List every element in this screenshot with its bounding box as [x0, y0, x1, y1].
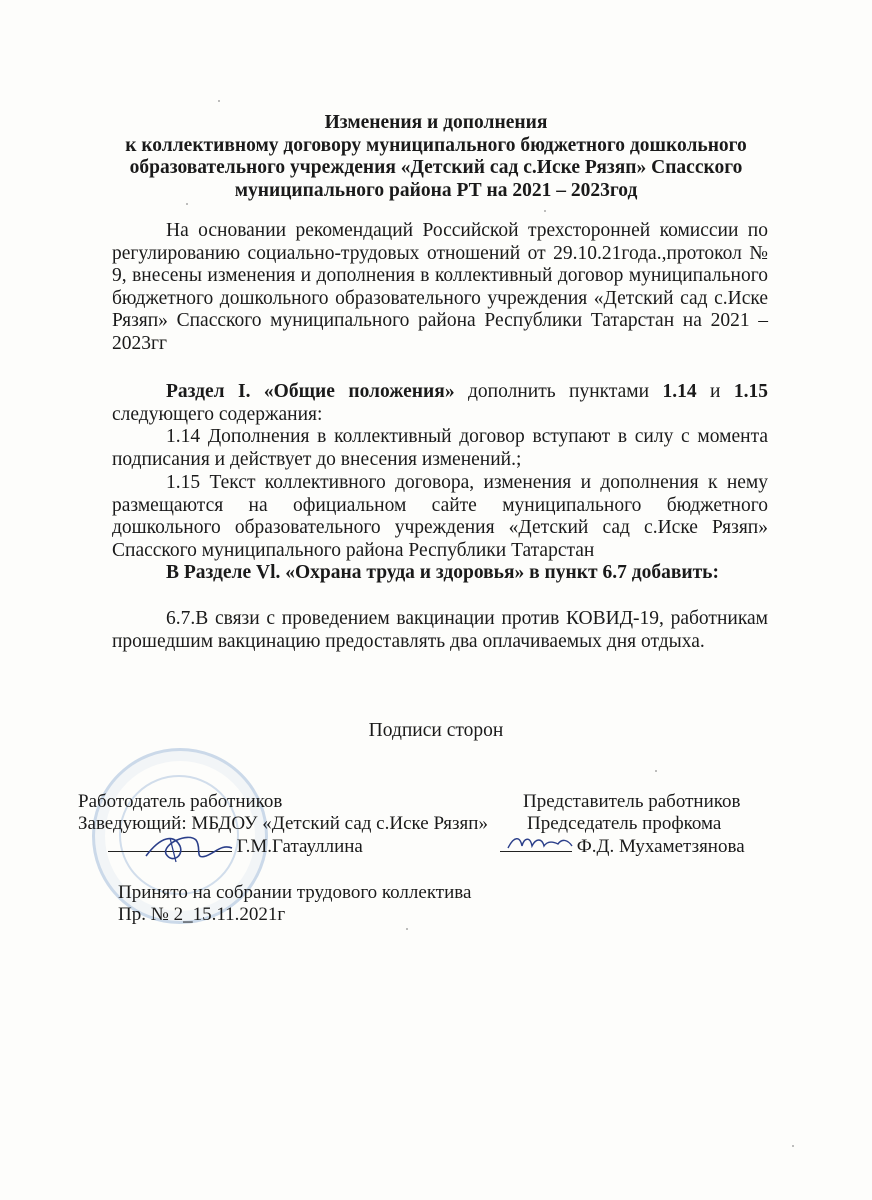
rep-name: Ф.Д. Мухаметзянова — [576, 836, 745, 857]
title-line-2: к коллективному договору муниципального бюджетного дошкольного — [125, 134, 747, 156]
section-1-and: и — [696, 381, 734, 402]
adoption-line-1: Принято на собрании трудового коллектива — [118, 882, 472, 903]
scan-speck — [406, 928, 408, 930]
title-line-4: муниципального района РТ на 2021 – 2023год — [234, 179, 638, 201]
section-6-heading: В Разделе Vl. «Охрана труда и здоровья» в пункт 6.7 добавить: — [166, 562, 719, 583]
title-line-1: Изменения и дополнения — [324, 112, 548, 133]
employer-signature — [136, 826, 246, 868]
scan-speck — [655, 770, 657, 772]
rep-signature — [504, 828, 576, 858]
scan-speck — [186, 203, 188, 205]
section-1-title: Раздел I. «Общие положения» — [166, 381, 455, 402]
signatures-heading: Подписи сторон — [368, 720, 504, 741]
rep-line-1: Представитель работников — [523, 791, 741, 812]
employer-name: Г.М.Гатауллина — [236, 836, 363, 857]
item-1-14: 1.14 Дополнения в коллективный договор вступают в силу с момента подписания и действует до внесения изменений.; — [112, 426, 768, 470]
section-1-point-1: 1.14 — [662, 381, 697, 402]
section-1-heading — [112, 381, 768, 426]
employer-line-2: Заведующий: МБДОУ «Детский сад с.Иске Рязяп» — [78, 813, 488, 834]
scan-speck — [218, 100, 220, 102]
scan-speck — [544, 210, 546, 212]
scan-speck — [792, 1145, 794, 1147]
section-1-middle: дополнить пунктами — [454, 381, 663, 402]
intro-paragraph: На основании рекомендаций Российской трехсторонней комиссии по регулированию социально-трудовых отношений от 29.10.21года.,протокол № 9, внесены изменения и дополнения в коллективный договор муниципального бюджетного дошкольного образовательного учреждения «Детский сад с.Иске Рязяп» Спасского муниципального района Республики Татарстан на 2021 – 2023гг — [112, 220, 768, 354]
item-1-15: 1.15 Текст коллективного договора, изменения и дополнения к нему размещаются на официальном сайте муниципального бюджетного дошкольного образовательного учреждения «Детский сад с.Иске Рязяп» Спасского муниципального района Республики Татарстан — [112, 472, 768, 561]
section-1-suffix: следующего содержания: — [112, 403, 323, 425]
title-line-3: образовательного учреждения «Детский сад с.Иске Рязяп» Спасского — [129, 157, 743, 178]
rep-line-2: Председатель профкома — [527, 813, 722, 834]
adoption-line-2: Пр. № 2_15.11.2021г — [118, 904, 286, 925]
section-1-point-2: 1.15 — [733, 381, 768, 402]
employer-line-1: Работодатель работников — [78, 791, 283, 812]
item-6-7: 6.7.В связи с проведением вакцинации против КОВИД-19, работникам прошедшим вакцинацию предоставлять два оплачиваемых дня отдыха. — [112, 608, 768, 652]
document-title — [80, 112, 792, 202]
